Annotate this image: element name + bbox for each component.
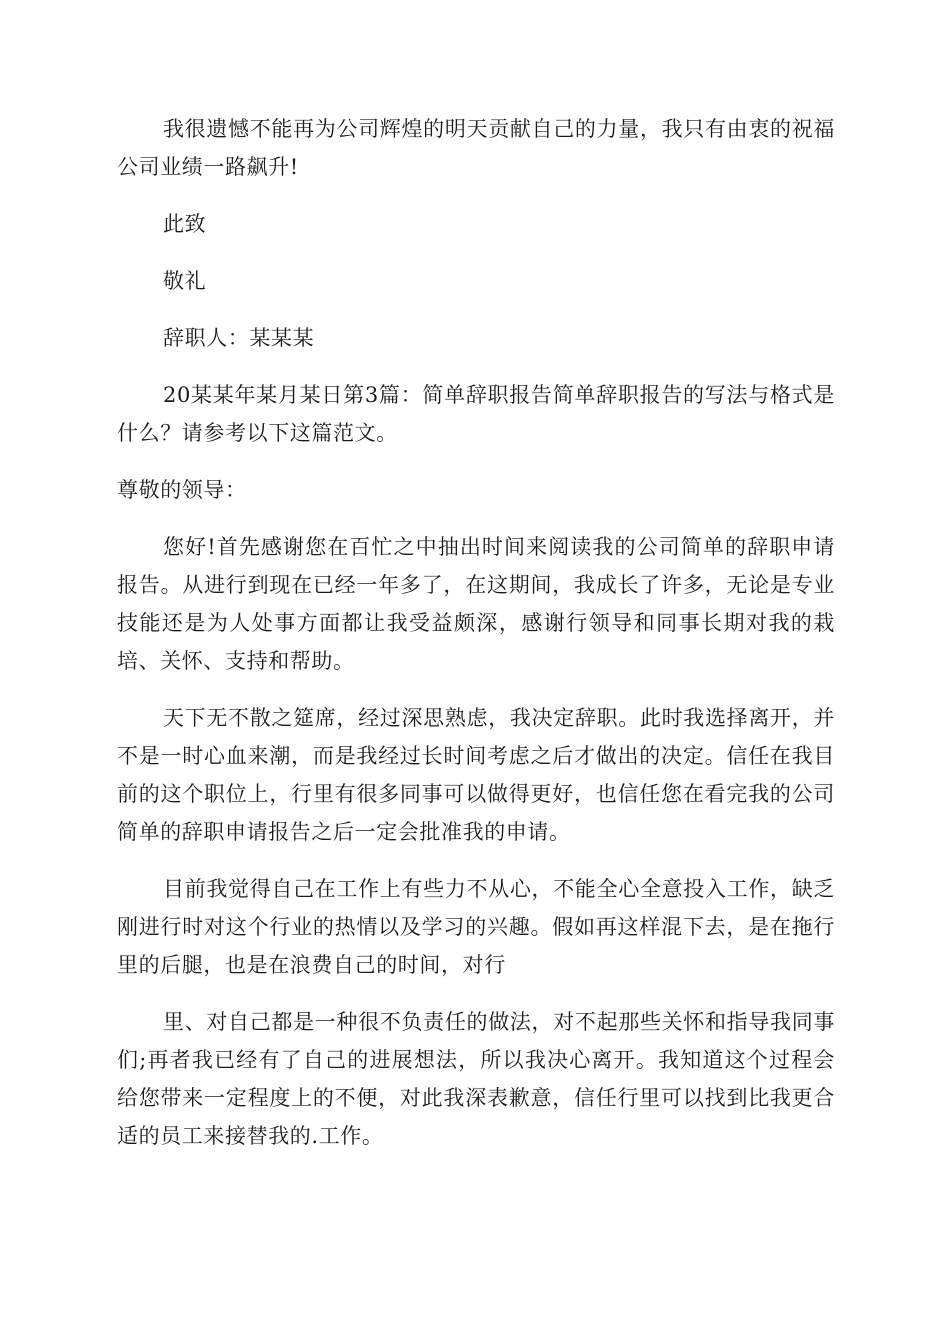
paragraph-signature: 辞职人：某某某 bbox=[163, 326, 315, 350]
paragraph-body-4: 里、对自己都是一种很不负责任的做法，对不起那些关怀和指导我同事们;再者我已经有了自己的进展想法，所以我决心离开。我知道这个过程会给您带来一定程度上的不便，对此我深表歉意，信任行里可以找到比我更合适的员工来接替我的.工作。 bbox=[117, 1010, 835, 1148]
paragraph-date-and-section-title: 20某某年某月某日第3篇：简单辞职报告简单辞职报告的写法与格式是什么？请参考以下这篇范文。 bbox=[117, 383, 835, 445]
paragraph-greeting: 尊敬的领导： bbox=[117, 478, 247, 502]
paragraph-salutation-jingli: 敬礼 bbox=[163, 269, 207, 293]
paragraph-closing-wish: 我很遗憾不能再为公司辉煌的明天贡献自己的力量，我只有由衷的祝福公司业绩一路飙升! bbox=[117, 117, 835, 179]
document-body bbox=[117, 110, 835, 1174]
paragraph-body-1: 您好!首先感谢您在百忙之中抽出时间来阅读我的公司简单的辞职申请报告。从进行到现在已经一年多了，在这期间，我成长了许多，无论是专业技能还是为人处事方面都让我受益颇深，感谢行领导和同事长期对我的栽培、关怀、支持和帮助。 bbox=[117, 535, 835, 673]
paragraph-body-2: 天下无不散之筵席，经过深思熟虑，我决定辞职。此时我选择离开，并不是一时心血来潮，而是我经过长时间考虑之后才做出的决定。信任在我目前的这个职位上，行里有很多同事可以做得更好，也信任您在看完我的公司简单的辞职申请报告之后一定会批准我的申请。 bbox=[117, 706, 835, 844]
paragraph-salutation-cizhi: 此致 bbox=[163, 212, 207, 236]
paragraph-body-3: 目前我觉得自己在工作上有些力不从心，不能全心全意投入工作，缺乏刚进行时对这个行业的热情以及学习的兴趣。假如再这样混下去，是在拖行里的后腿，也是在浪费自己的时间，对行 bbox=[117, 877, 835, 977]
